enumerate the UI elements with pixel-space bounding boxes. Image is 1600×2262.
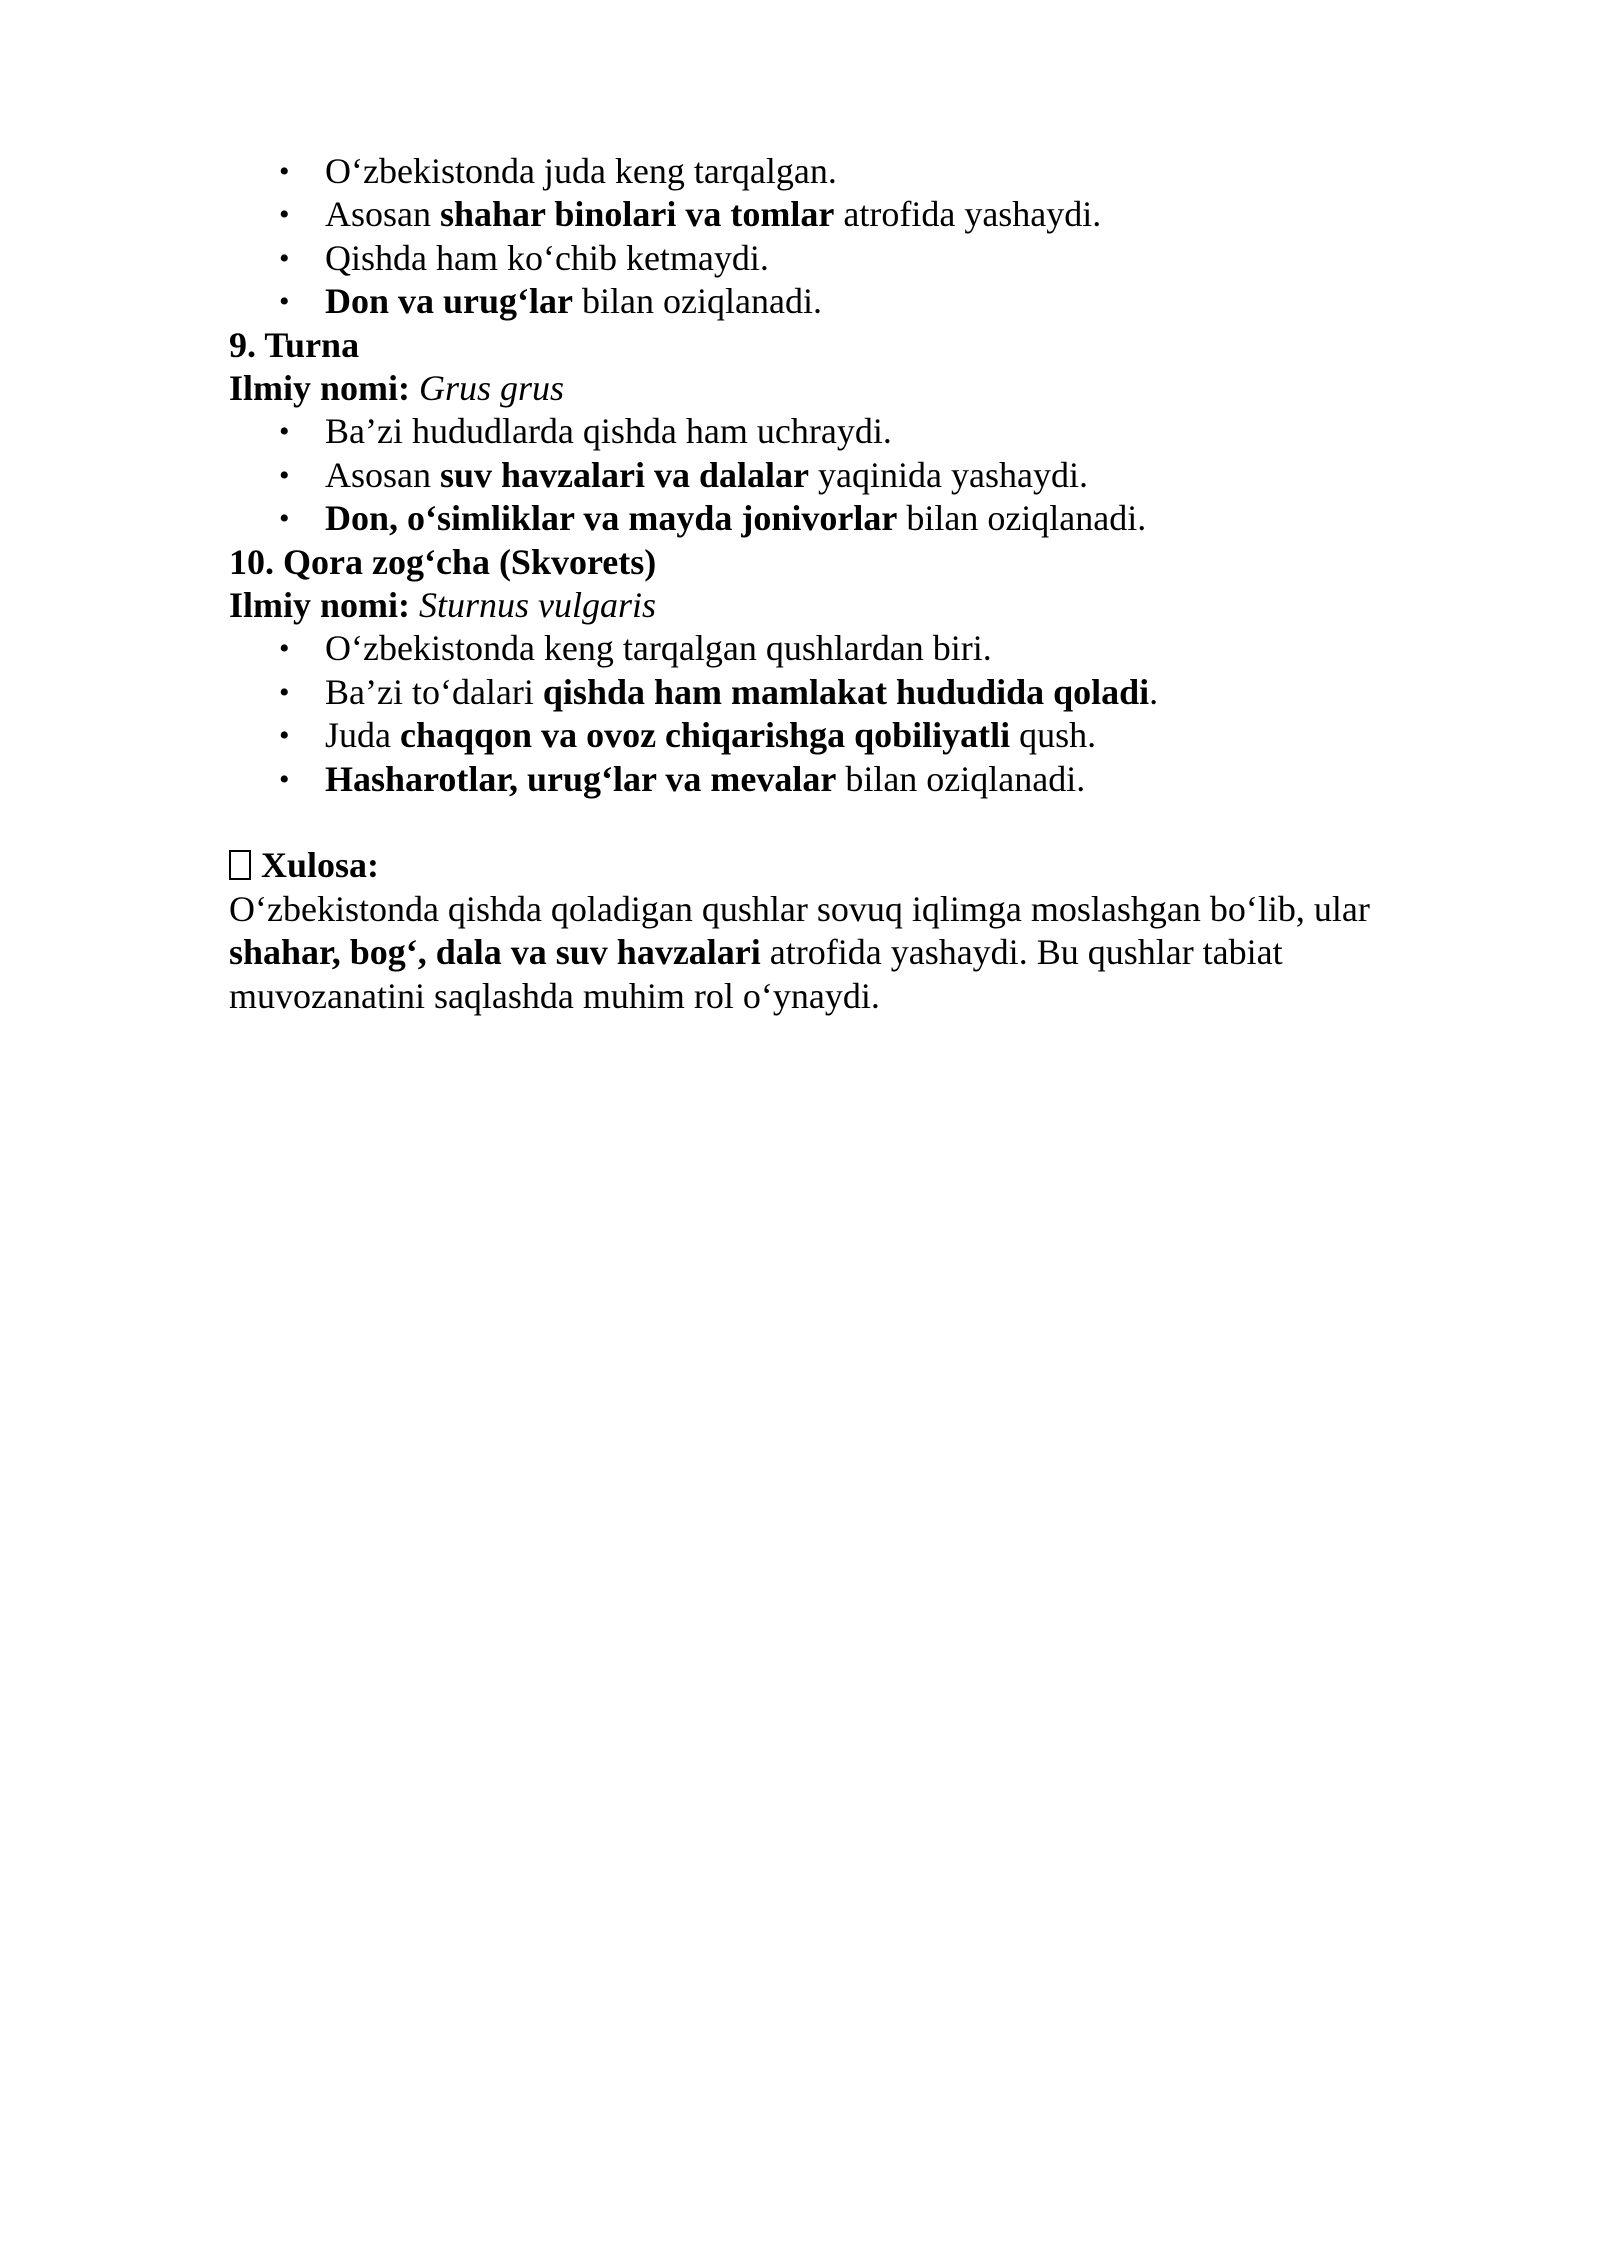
qora-zogcha-bullet-list — [229, 627, 1429, 801]
scientific-name-line — [229, 584, 1429, 627]
scientific-name: Grus grus — [419, 368, 565, 409]
section-heading-turna: 9. Turna — [229, 324, 360, 365]
list-item: • Ba’zi to‘dalari qishda ham mamlakat hududida qoladi. — [229, 671, 1429, 714]
summary-heading — [229, 844, 1429, 887]
blank-line — [229, 801, 1429, 844]
missing-glyph-icon — [229, 850, 251, 880]
summary-title: Xulosa: — [261, 845, 380, 886]
list-item: • Asosan shahar binolari va tomlar atrofida yashaydi. — [229, 193, 1429, 236]
list-item: • Qishda ham ko‘chib ketmaydi. — [229, 237, 1429, 280]
list-item: • Don va urug‘lar bilan oziqlanadi. — [229, 280, 1429, 323]
list-item: • O‘zbekistonda keng tarqalgan qushlardan biri. — [229, 627, 1429, 670]
scientific-name-line — [229, 367, 1429, 410]
list-item: • Hasharotlar, urug‘lar va mevalar bilan oziqlanadi. — [229, 758, 1429, 801]
list-item: • Juda chaqqon va ovoz chiqarishga qobiliyatli qush. — [229, 714, 1429, 757]
intro-bullet-list — [229, 150, 1429, 324]
list-item: • Asosan suv havzalari va dalalar yaqinida yashaydi. — [229, 454, 1429, 497]
summary-paragraph: O‘zbekistonda qishda qoladigan qushlar sovuq iqlimga moslashgan bo‘lib, ular shahar, bog‘, dala va suv havzalari atrofida yashaydi. Bu qushlar tabiat muvozanatini saqlashda muhim rol o‘ynaydi. — [229, 888, 1370, 1016]
document-content — [229, 150, 1429, 1018]
scientific-name-label: Ilmiy nomi: — [229, 368, 411, 409]
turna-bullet-list — [229, 410, 1429, 540]
section-heading-qora-zogcha: 10. Qora zog‘cha (Skvorets) — [229, 541, 657, 582]
list-item: • Ba’zi hududlarda qishda ham uchraydi. — [229, 410, 1429, 453]
scientific-name: Sturnus vulgaris — [419, 585, 657, 626]
list-item: • Don, o‘simliklar va mayda jonivorlar bilan oziqlanadi. — [229, 497, 1429, 540]
scientific-name-label: Ilmiy nomi: — [229, 585, 411, 626]
list-item: • O‘zbekistonda juda keng tarqalgan. — [229, 150, 1429, 193]
